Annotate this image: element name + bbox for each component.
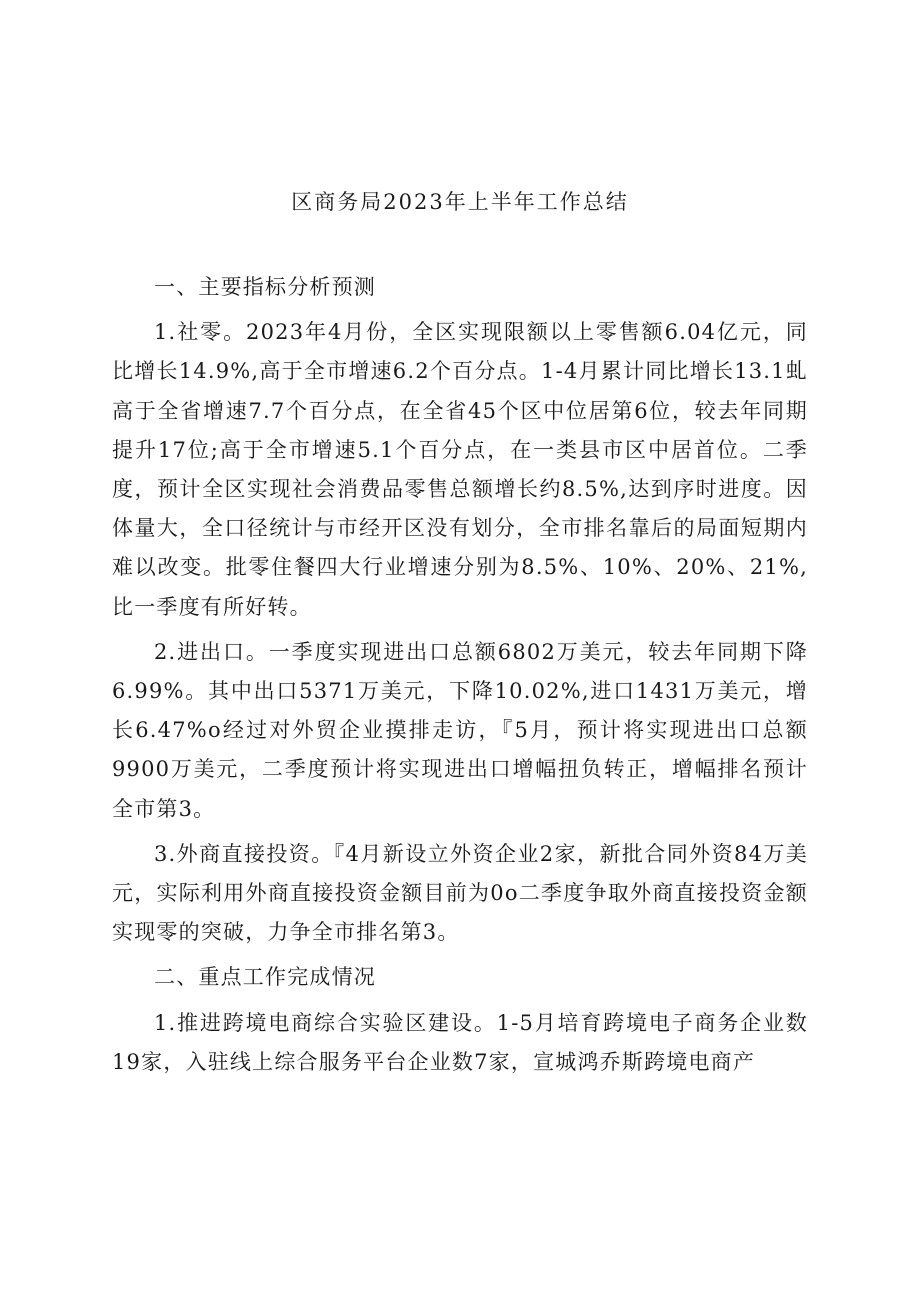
section-heading-main-indicators: 一、主要指标分析预测 <box>154 275 376 299</box>
paragraph-foreign-investment: 3.外商直接投资。『4月新设立外资企业2家，新批合同外资84万美元，实际利用外商直接投资金额目前为0o二季度争取外商直接投资金额实现零的突破，力争全市排名第3。 <box>112 841 808 945</box>
paragraph-cross-border-ecommerce: 1.推进跨境电商综合实验区建设。1-5月培育跨境电子商务企业数19家，入驻线上综合服务平台企业数7家，宣城鸿乔斯跨境电商产 <box>112 1010 808 1074</box>
document-body <box>112 268 808 1088</box>
document-title: 区商务局2023年上半年工作总结 <box>291 190 629 214</box>
section-heading-key-work: 二、重点工作完成情况 <box>154 965 376 990</box>
paragraph-retail-sales: 1.社零。2023年4月份，全区实现限额以上零售额6.04亿元，同比增长14.9%,高于全市增速6.2个百分点。1-4月累计同比增长13.1虬高于全省增速7.7个百分点，在全省45个区中位居第6位，较去年同期提升17位;高于全市增速5.1个百分点，在一类县市区中居首位。二季度，预计全区实现社会消费品零售总额增长约8.5%,达到序时进度。因体量大，全口径统计与市经开区没有划分，全市排名靠后的局面短期内难以改变。批零住餐四大行业增速分别为8.5%、10%、20%、21%,比一季度有所好转。 <box>112 320 808 619</box>
paragraph-import-export: 2.进出口。一季度实现进出口总额6802万美元，较去年同期下降6.99%。其中出口5371万美元，下降10.02%,进口1431万美元，增长6.47%o经过对外贸企业摸排走访，『5月，预计将实现进出口总额9900万美元，二季度预计将实现进出口增幅扭负转正，增幅排名预计全市第3。 <box>112 639 808 821</box>
